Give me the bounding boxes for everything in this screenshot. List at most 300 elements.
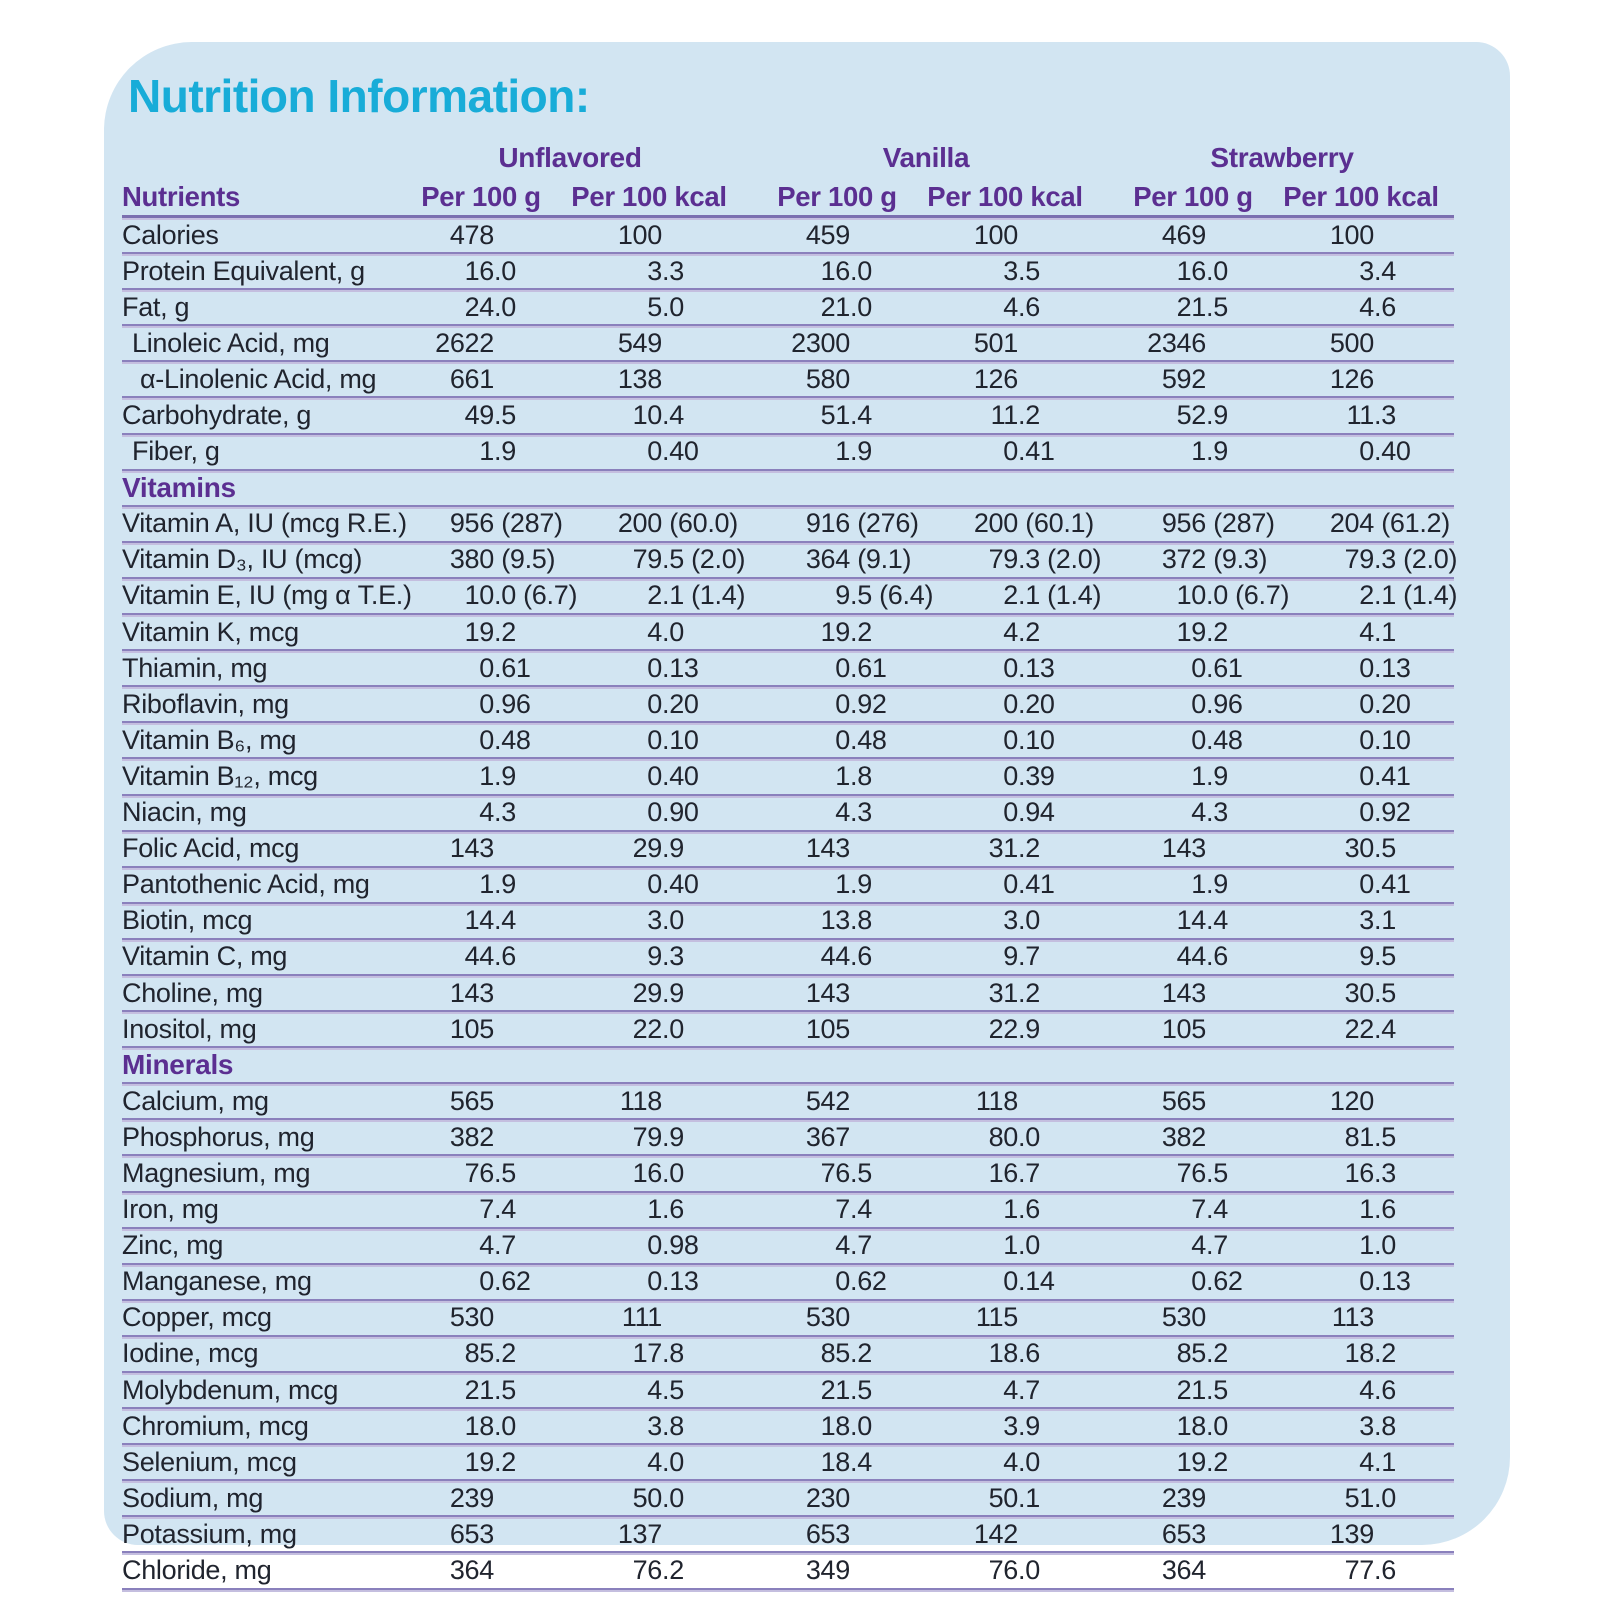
value-fraction-part: .41 [1018, 869, 1055, 900]
value-fraction-part [850, 1519, 916, 1550]
value-integer-part: 2346 [1147, 327, 1206, 358]
value-cell [402, 941, 560, 972]
value-fraction-part: .0 [1374, 1482, 1396, 1513]
table-row [122, 1445, 1454, 1481]
value-fraction-part: (9.3) [1206, 544, 1268, 575]
value-integer-part: 16 [632, 1157, 662, 1188]
value-integer-part: 21 [464, 1374, 494, 1405]
value-fraction-part: .3 [1206, 797, 1228, 828]
value-integer-part: 80 [988, 1121, 1018, 1152]
value-integer-part: 3 [1003, 1410, 1018, 1441]
value-fraction-part: .9 [850, 869, 872, 900]
value-integer-part: 137 [617, 1518, 662, 1549]
value-fraction-part [1374, 1302, 1450, 1333]
value-cell [916, 256, 1094, 287]
value-cell [1114, 1519, 1272, 1550]
value-integer-part: 0 [1191, 724, 1206, 755]
value-cell [1114, 689, 1272, 720]
value-integer-part: 16 [820, 255, 850, 286]
value-cell [402, 1519, 560, 1550]
value-fraction-part [1018, 1086, 1094, 1117]
nutrient-label: α-Linolenic Acid, mg [140, 363, 377, 394]
value-integer-part: 18 [464, 1410, 494, 1441]
value-integer-part: 138 [617, 363, 662, 394]
value-cell [560, 1122, 738, 1153]
value-cell [560, 508, 738, 539]
value-cell [1272, 1519, 1450, 1550]
value-integer-part: 19 [464, 616, 494, 647]
per-100kcal-header: Per 100 kcal [927, 180, 1083, 212]
value-integer-part: 0 [647, 652, 662, 683]
value-integer-part: 79 [988, 544, 1018, 575]
value-fraction-part: .9 [1018, 1013, 1040, 1044]
value-integer-part: 126 [973, 363, 1018, 394]
value-cell [1114, 725, 1272, 756]
value-fraction-part: .0 [662, 1157, 684, 1188]
value-fraction-part: .13 [1374, 1266, 1411, 1297]
value-integer-part: 0 [1003, 869, 1018, 900]
value-fraction-part: .1 (1.4) [1374, 580, 1458, 611]
value-integer-part: 1 [1359, 1230, 1374, 1261]
value-cell [916, 436, 1094, 467]
value-fraction-part: .0 [662, 616, 684, 647]
value-integer-part: 50 [988, 1482, 1018, 1513]
value-fraction-part: .10 [1374, 724, 1411, 755]
value-integer-part: 16 [1176, 255, 1206, 286]
value-cell [560, 1375, 738, 1406]
value-fraction-part: .20 [662, 688, 699, 719]
value-cell [1272, 1158, 1450, 1189]
value-cell [1272, 580, 1458, 611]
value-integer-part: 0 [1003, 1266, 1018, 1297]
value-cell [1114, 1158, 1272, 1189]
value-fraction-part [1374, 1519, 1450, 1550]
value-fraction-part: .7 [850, 1230, 872, 1261]
value-fraction-part [1018, 364, 1094, 395]
value-fraction-part: .5 [494, 1374, 516, 1405]
value-integer-part: 1 [647, 1194, 662, 1225]
value-cell [1114, 544, 1272, 575]
flavor-header-row [122, 138, 1454, 178]
value-cell [916, 1483, 1094, 1514]
value-cell [758, 1519, 916, 1550]
value-integer-part: 105 [805, 1013, 850, 1044]
table-row [122, 723, 1454, 759]
value-cell [560, 833, 738, 864]
value-fraction-part: .6 [1374, 1374, 1396, 1405]
value-integer-part: 44 [464, 941, 494, 972]
value-fraction-part: .41 [1018, 436, 1055, 467]
value-cell [916, 1158, 1094, 1189]
value-integer-part: 349 [805, 1555, 850, 1586]
value-fraction-part: .90 [662, 797, 699, 828]
value-cell [758, 1338, 916, 1369]
value-cell [560, 1158, 738, 1189]
value-fraction-part [850, 364, 916, 395]
value-cell [560, 1086, 738, 1117]
value-integer-part: 17 [632, 1338, 662, 1369]
value-integer-part: 9 [647, 941, 662, 972]
value-fraction-part: .0 [494, 291, 516, 322]
value-fraction-part: .9 [1206, 869, 1228, 900]
value-cell [758, 689, 916, 720]
value-fraction-part: .96 [1206, 688, 1243, 719]
value-fraction-part [1206, 978, 1272, 1009]
value-fraction-part [494, 328, 560, 359]
value-integer-part: 0 [647, 436, 662, 467]
nutrient-label: Vitamin D₃, IU (mcg) [122, 544, 363, 575]
value-integer-part: 79 [632, 1121, 662, 1152]
value-integer-part: 10 [632, 400, 662, 431]
value-fraction-part: .7 [1018, 1157, 1040, 1188]
value-cell [758, 725, 916, 756]
value-integer-part: 542 [805, 1085, 850, 1116]
value-cell [916, 400, 1094, 431]
value-cell [560, 725, 738, 756]
table-row [122, 1012, 1454, 1048]
value-integer-part: 204 [1329, 508, 1374, 539]
value-cell [1114, 617, 1272, 648]
value-cell [402, 364, 560, 395]
value-fraction-part: .7 [1018, 1374, 1040, 1405]
table-row [122, 326, 1454, 362]
value-cell [402, 1014, 560, 1045]
value-cell [560, 689, 738, 720]
table-row [122, 1229, 1454, 1265]
value-cell [1114, 328, 1272, 359]
value-fraction-part [494, 1014, 560, 1045]
value-cell [560, 364, 738, 395]
value-integer-part: 0 [1359, 724, 1374, 755]
flavor-group-label: Strawberry [1210, 142, 1354, 173]
table-row [122, 290, 1454, 326]
value-fraction-part: .0 [494, 1410, 516, 1441]
value-integer-part: 44 [1176, 941, 1206, 972]
value-fraction-part: .2 [494, 616, 516, 647]
value-integer-part: 0 [1359, 688, 1374, 719]
value-integer-part: 0 [647, 1266, 662, 1297]
value-integer-part: 0 [479, 1266, 494, 1297]
value-integer-part: 0 [647, 688, 662, 719]
nutrient-label: Chloride, mg [122, 1555, 272, 1586]
value-integer-part: 364 [449, 1555, 494, 1586]
value-fraction-part: .13 [1374, 652, 1411, 683]
value-integer-part: 4 [835, 1230, 850, 1261]
value-fraction-part: .92 [850, 688, 887, 719]
nutrient-label: Iodine, mcg [122, 1338, 259, 1369]
value-integer-part: 653 [449, 1518, 494, 1549]
value-fraction-part: .0 [1018, 1446, 1040, 1477]
value-integer-part: 3 [1003, 255, 1018, 286]
value-integer-part: 30 [1344, 833, 1374, 864]
nutrient-label: Sodium, mg [122, 1482, 264, 1513]
value-integer-part: 76 [988, 1555, 1018, 1586]
value-integer-part: 18 [988, 1338, 1018, 1369]
nutrient-label: Calcium, mg [122, 1085, 269, 1116]
nutrient-label: Niacin, mg [122, 797, 247, 828]
nutrient-label: Iron, mg [122, 1194, 219, 1225]
per-100g-header: Per 100 g [1133, 180, 1253, 212]
value-integer-part: 7 [479, 1194, 494, 1225]
value-fraction-part [1206, 1302, 1272, 1333]
value-integer-part: 44 [820, 941, 850, 972]
value-cell [1272, 725, 1450, 756]
value-integer-part: 0 [1191, 652, 1206, 683]
value-fraction-part [494, 364, 560, 395]
value-cell [1114, 364, 1272, 395]
value-cell [758, 833, 916, 864]
value-fraction-part [1206, 1014, 1272, 1045]
value-integer-part: 530 [1161, 1302, 1206, 1333]
table-row [122, 435, 1454, 471]
value-cell [1114, 580, 1290, 611]
nutrient-label: Linoleic Acid, mg [132, 327, 330, 358]
value-fraction-part: .48 [494, 724, 531, 755]
value-cell [758, 905, 916, 936]
value-fraction-part: .0 [662, 291, 684, 322]
page-title: Nutrition Information: [128, 70, 590, 122]
value-cell [402, 1266, 560, 1297]
value-integer-part: 500 [1329, 327, 1374, 358]
value-cell [1272, 508, 1450, 539]
value-cell [758, 1158, 916, 1189]
value-cell [1114, 1122, 1272, 1153]
value-integer-part: 113 [1331, 1302, 1374, 1333]
nutrient-label: Zinc, mg [122, 1230, 224, 1261]
value-cell [758, 1086, 916, 1117]
value-integer-part: 0 [835, 652, 850, 683]
value-cell [758, 1014, 916, 1045]
value-integer-part: 0 [1003, 652, 1018, 683]
value-cell [758, 1447, 916, 1478]
value-fraction-part: (61.2) [1374, 508, 1450, 539]
value-fraction-part [1206, 364, 1272, 395]
table-row [122, 904, 1454, 940]
value-integer-part: 0 [835, 688, 850, 719]
nutrient-label: Potassium, mg [122, 1518, 297, 1549]
value-fraction-part [662, 1302, 738, 1333]
nutrient-label: Copper, mcg [122, 1302, 272, 1333]
value-cell [1272, 1411, 1450, 1442]
value-fraction-part: .6 [662, 1194, 684, 1225]
value-fraction-part: .48 [1206, 724, 1243, 755]
value-integer-part: 200 [617, 508, 662, 539]
table-row [122, 1409, 1454, 1445]
value-fraction-part [850, 1014, 916, 1045]
value-fraction-part: .40 [662, 760, 699, 791]
value-integer-part: 85 [820, 1338, 850, 1369]
table-row [122, 1337, 1454, 1373]
value-fraction-part: .0 [1018, 1230, 1040, 1261]
value-integer-part: 22 [632, 1013, 662, 1044]
value-fraction-part: (9.1) [850, 544, 912, 575]
value-integer-part: 364 [1161, 1555, 1206, 1586]
value-integer-part: 0 [1359, 1266, 1374, 1297]
value-integer-part: 19 [820, 616, 850, 647]
value-fraction-part: .5 [1374, 941, 1396, 972]
value-cell [1272, 1122, 1450, 1153]
value-integer-part: 7 [1191, 1194, 1206, 1225]
value-cell [1272, 1230, 1450, 1261]
nutrient-label: Riboflavin, mg [122, 688, 289, 719]
flavor-group-label: Vanilla [882, 142, 970, 173]
value-fraction-part: .3 [494, 797, 516, 828]
value-integer-part: 7 [835, 1194, 850, 1225]
nutrient-label: Fiber, g [132, 436, 220, 467]
value-fraction-part: .13 [662, 1266, 699, 1297]
value-integer-part: 382 [1161, 1121, 1206, 1152]
value-cell [916, 1194, 1094, 1225]
value-cell [1114, 292, 1272, 323]
value-cell [1272, 833, 1450, 864]
value-fraction-part: .14 [1018, 1266, 1055, 1297]
nutrient-label: Magnesium, mg [122, 1157, 311, 1188]
value-integer-part: 661 [449, 363, 494, 394]
value-cell [916, 1555, 1094, 1586]
value-cell [1114, 1447, 1272, 1478]
value-integer-part: 0 [1359, 652, 1374, 683]
value-integer-part: 0 [1003, 436, 1018, 467]
value-fraction-part: .2 [1374, 1338, 1396, 1369]
value-fraction-part: .61 [494, 652, 531, 683]
value-fraction-part [1206, 1519, 1272, 1550]
value-cell [402, 617, 560, 648]
value-integer-part: 239 [1161, 1482, 1206, 1513]
per-100kcal-header: Per 100 kcal [1283, 180, 1439, 212]
section-label: Vitamins [122, 471, 236, 503]
value-cell [916, 328, 1094, 359]
value-cell [402, 978, 560, 1009]
nutrient-label: Biotin, mcg [122, 905, 253, 936]
nutrient-label: Vitamin B₁₂, mcg [122, 760, 318, 791]
value-fraction-part: .0 [662, 1446, 684, 1477]
value-integer-part: 51 [1344, 1482, 1374, 1513]
value-cell [916, 689, 1094, 720]
value-integer-part: 10 [1176, 580, 1206, 611]
value-fraction-part: .9 [662, 1121, 684, 1152]
value-cell [1114, 1338, 1272, 1369]
value-fraction-part: .62 [1206, 1266, 1243, 1297]
value-fraction-part: .9 [850, 436, 872, 467]
value-fraction-part [494, 833, 560, 864]
value-integer-part: 0 [1191, 688, 1206, 719]
nutrient-label: Selenium, mcg [122, 1446, 297, 1477]
value-integer-part: 100 [617, 219, 662, 250]
value-cell [916, 653, 1094, 684]
value-cell [1272, 905, 1450, 936]
value-cell [560, 653, 738, 684]
value-fraction-part [494, 1555, 560, 1586]
value-fraction-part: (60.1) [1018, 508, 1094, 539]
value-integer-part: 1 [835, 760, 850, 791]
table-row [122, 651, 1454, 687]
value-fraction-part: .4 [1206, 1194, 1228, 1225]
value-integer-part: 100 [973, 219, 1018, 250]
value-cell [916, 1014, 1094, 1045]
value-fraction-part: .5 [1206, 1157, 1228, 1188]
value-fraction-part [662, 1086, 738, 1117]
value-integer-part: 2622 [435, 327, 494, 358]
value-cell [560, 1519, 738, 1550]
value-fraction-part: .6 [1374, 1555, 1396, 1586]
value-fraction-part: .9 [662, 977, 684, 1008]
value-fraction-part: .9 [1206, 760, 1228, 791]
value-integer-part: 18 [1176, 1410, 1206, 1441]
value-fraction-part [662, 328, 738, 359]
value-fraction-part [494, 1086, 560, 1117]
value-cell [1114, 436, 1272, 467]
value-fraction-part [494, 220, 560, 251]
value-cell [1272, 617, 1450, 648]
value-integer-part: 21 [1176, 291, 1206, 322]
value-cell [402, 508, 563, 539]
value-cell [1114, 1375, 1272, 1406]
value-fraction-part: .4 [1374, 255, 1396, 286]
value-cell [916, 761, 1094, 792]
value-fraction-part: .61 [1206, 652, 1243, 683]
value-integer-part: 31 [988, 977, 1018, 1008]
value-cell [560, 1194, 738, 1225]
value-integer-part: 1 [1359, 1194, 1374, 1225]
value-cell [758, 220, 916, 251]
value-cell [1114, 400, 1272, 431]
value-fraction-part: .0 [850, 255, 872, 286]
value-fraction-part [494, 1122, 560, 1153]
value-fraction-part: (9.5) [494, 544, 556, 575]
value-fraction-part [850, 328, 916, 359]
value-integer-part: 11 [1346, 400, 1374, 431]
value-cell [402, 905, 560, 936]
value-cell [1272, 761, 1450, 792]
value-cell [916, 797, 1094, 828]
value-fraction-part [850, 1483, 916, 1514]
value-integer-part: 2 [1003, 580, 1018, 611]
value-fraction-part: .20 [1018, 688, 1055, 719]
value-integer-part: 120 [1329, 1085, 1374, 1116]
value-integer-part: 592 [1161, 363, 1206, 394]
value-integer-part: 29 [632, 977, 662, 1008]
flavor-group-label: Unflavored [498, 142, 642, 173]
value-cell [1272, 400, 1450, 431]
value-fraction-part: .9 [494, 760, 516, 791]
table-row [122, 398, 1454, 434]
value-integer-part: 1 [1191, 869, 1206, 900]
value-cell [1114, 1411, 1272, 1442]
value-fraction-part: .4 [850, 1446, 872, 1477]
value-cell [1272, 653, 1450, 684]
nutrient-label: Inositol, mg [122, 1013, 257, 1044]
value-cell [1114, 1086, 1272, 1117]
table-row [122, 1553, 1454, 1589]
value-cell [402, 1555, 560, 1586]
value-cell [758, 256, 916, 287]
value-fraction-part: .0 [662, 1013, 684, 1044]
value-integer-part: 29 [632, 833, 662, 864]
value-fraction-part: .5 [850, 1374, 872, 1405]
value-integer-part: 76 [1176, 1157, 1206, 1188]
value-fraction-part: .0 [494, 255, 516, 286]
value-cell [758, 797, 916, 828]
value-fraction-part: .1 [1374, 1446, 1396, 1477]
table-row [122, 1156, 1454, 1192]
value-fraction-part: .3 [1374, 400, 1396, 431]
table-row [122, 1481, 1454, 1517]
value-integer-part: 230 [805, 1482, 850, 1513]
value-cell [560, 1555, 738, 1586]
value-cell [916, 1302, 1094, 1333]
value-cell [560, 1266, 738, 1297]
value-integer-part: 85 [1176, 1338, 1206, 1369]
